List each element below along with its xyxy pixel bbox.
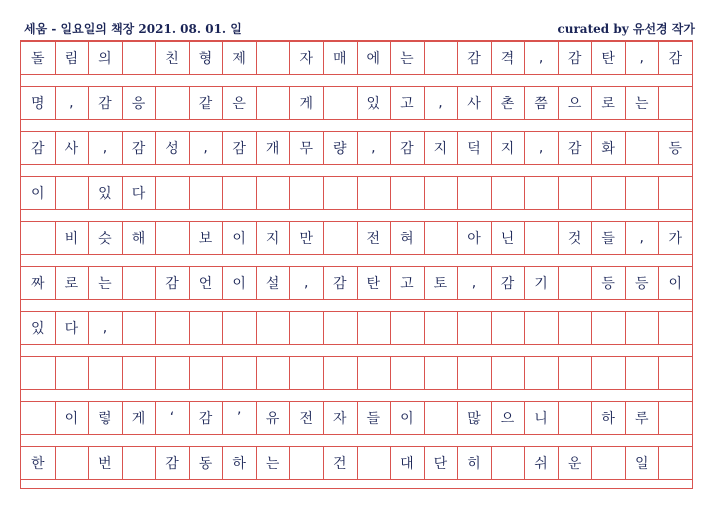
manuscript-cell [591, 446, 625, 479]
grid-line [21, 344, 692, 345]
manuscript-cell [21, 356, 55, 389]
manuscript-cell [357, 311, 391, 344]
manuscript-cell: , [303, 274, 309, 291]
grid-line [21, 164, 692, 165]
manuscript-cell [122, 446, 156, 479]
manuscript-cell [491, 356, 525, 389]
manuscript-cell [625, 356, 659, 389]
manuscript-cell [357, 446, 391, 479]
manuscript-cell: 형 [198, 50, 213, 67]
manuscript-cell: 아 [467, 230, 481, 247]
manuscript-cell [256, 176, 290, 209]
manuscript-cell [491, 311, 525, 344]
manuscript-cell [524, 356, 558, 389]
manuscript-cell [256, 356, 290, 389]
manuscript-cell: 는 [265, 455, 280, 472]
manuscript-cell [625, 176, 659, 209]
manuscript-cell: 사 [64, 140, 79, 157]
manuscript-cell [591, 356, 625, 389]
manuscript-cell: 성 [165, 140, 179, 157]
grid-line [21, 74, 692, 75]
manuscript-cell [122, 266, 156, 299]
manuscript-cell: 짜 [31, 275, 45, 292]
manuscript-cell [323, 86, 357, 119]
manuscript-cell: 개 [265, 140, 280, 157]
header-title: 세움 - 일요일의 책장 2021. 08. 01. 일 [24, 22, 242, 36]
manuscript-cell: 고 [400, 275, 414, 292]
manuscript-cell [55, 446, 89, 479]
manuscript-cell [658, 86, 692, 119]
manuscript-cell [658, 401, 692, 434]
manuscript-cell [155, 86, 189, 119]
manuscript-cell [390, 356, 424, 389]
manuscript-cell: 쯤 [534, 95, 548, 112]
manuscript-cell: , [639, 49, 644, 66]
manuscript-cell: 지 [433, 140, 448, 157]
manuscript-cell: 언 [198, 275, 213, 292]
manuscript-cell: , [203, 139, 208, 156]
manuscript-cell: 가 [668, 230, 683, 247]
manuscript-cell [658, 356, 692, 389]
manuscript-cell [323, 221, 357, 254]
manuscript-cell: 친 [165, 50, 179, 67]
manuscript-cell [558, 176, 592, 209]
grid-line [21, 479, 692, 480]
manuscript-cell: 촌 [500, 95, 515, 112]
manuscript-cell: 한 [31, 455, 45, 472]
manuscript-cell [625, 131, 659, 164]
manuscript-cell: 감 [500, 275, 515, 292]
manuscript-cell [658, 446, 692, 479]
manuscript-cell [155, 176, 189, 209]
grid-line [21, 389, 692, 390]
manuscript-cell: 이 [64, 410, 79, 427]
manuscript-cell: 감 [131, 140, 146, 157]
manuscript-cell [323, 311, 357, 344]
page-header [20, 17, 697, 37]
manuscript-cell: 하 [601, 410, 615, 427]
manuscript-cell: , [639, 229, 644, 246]
manuscript-cell [424, 221, 458, 254]
manuscript-cell: 히 [467, 455, 481, 472]
manuscript-cell: 보 [198, 230, 213, 247]
manuscript-cell: 로 [64, 275, 79, 292]
manuscript-cell: 돌 [31, 50, 45, 67]
manuscript-cell: 건 [332, 455, 347, 472]
manuscript-cell: 있 [366, 95, 381, 112]
manuscript-cell [289, 176, 323, 209]
manuscript-cell: 토 [433, 275, 448, 292]
manuscript-cell: 전 [299, 410, 313, 427]
manuscript-cell: 것 [567, 230, 582, 247]
manuscript-cell [155, 311, 189, 344]
manuscript-cell: 있 [98, 185, 112, 202]
manuscript-cell: 이 [31, 185, 45, 202]
manuscript-cell: 감 [165, 275, 179, 292]
manuscript-cell: 탄 [366, 275, 381, 292]
manuscript-cell: , [538, 139, 544, 156]
manuscript-cell: 들 [366, 410, 381, 427]
manuscript-cell: 렇 [98, 410, 112, 427]
manuscript-cell [55, 176, 89, 209]
manuscript-cell: 감 [232, 140, 246, 157]
manuscript-cell: 자 [299, 50, 313, 67]
manuscript-cell: , [102, 139, 108, 156]
manuscript-cell: 다 [131, 185, 146, 202]
manuscript-cell [88, 356, 122, 389]
grid-line [21, 434, 692, 435]
manuscript-cell: 자 [332, 410, 347, 427]
manuscript-cell: 해 [131, 230, 146, 247]
manuscript-cell [289, 446, 323, 479]
manuscript-cell [256, 86, 290, 119]
grid-line [21, 119, 692, 120]
manuscript-cell [558, 356, 592, 389]
manuscript-cell: 쉬 [534, 455, 548, 472]
manuscript-cell: 유 [265, 410, 280, 427]
manuscript-cell: 은 [232, 95, 246, 112]
manuscript-cell [256, 311, 290, 344]
manuscript-cell: 덕 [467, 140, 481, 157]
manuscript-cell: 운 [567, 455, 582, 472]
manuscript-cell: 에 [366, 50, 381, 67]
manuscript-cell [222, 356, 256, 389]
manuscript-cell: 비 [64, 230, 79, 247]
manuscript-cell [222, 311, 256, 344]
manuscript-cell: 매 [332, 50, 347, 67]
manuscript-cell: 만 [299, 230, 313, 247]
manuscript-cell: 림 [64, 50, 79, 67]
manuscript-cell [155, 356, 189, 389]
manuscript-cell: 감 [198, 410, 213, 427]
manuscript-cell [558, 311, 592, 344]
manuscript-cell: 감 [567, 50, 582, 67]
manuscript-cell: 감 [668, 50, 683, 67]
manuscript-cell [323, 176, 357, 209]
manuscript-cell [591, 176, 625, 209]
manuscript-cell [222, 176, 256, 209]
manuscript-cell: 으 [567, 95, 582, 112]
manuscript-cell: 루 [634, 410, 649, 427]
manuscript-cell: , [438, 94, 443, 111]
manuscript-cell [289, 356, 323, 389]
manuscript-cell: 설 [265, 275, 280, 292]
manuscript-cell: 감 [567, 140, 582, 157]
manuscript-cell: 니 [534, 410, 548, 427]
manuscript-cell [55, 356, 89, 389]
manuscript-cell: ‘ [169, 409, 175, 426]
manuscript-cell: 번 [98, 455, 112, 472]
manuscript-cell: , [371, 139, 376, 156]
manuscript-cell [122, 356, 156, 389]
manuscript-cell: 량 [332, 140, 347, 157]
manuscript-cell: 다 [64, 320, 79, 337]
manuscript-cell [357, 356, 391, 389]
manuscript-cell [256, 41, 290, 74]
manuscript-cell: 감 [332, 275, 347, 292]
manuscript-cell: , [69, 94, 74, 111]
manuscript-cell [591, 311, 625, 344]
manuscript-cell [658, 176, 692, 209]
manuscript-cell [21, 401, 55, 434]
manuscript-cell: 전 [366, 230, 381, 247]
manuscript-cell: , [102, 319, 108, 336]
manuscript-cell [491, 446, 525, 479]
manuscript-cell: 있 [31, 320, 45, 337]
manuscript-cell: 무 [299, 140, 313, 157]
manuscript-cell: 슷 [98, 230, 112, 247]
manuscript-cell [21, 221, 55, 254]
manuscript-cell: 기 [534, 275, 548, 292]
manuscript-cell: 감 [165, 455, 179, 472]
manuscript-cell: 등 [668, 140, 683, 157]
manuscript-cell: 지 [500, 140, 515, 157]
manuscript-cell [122, 311, 156, 344]
manuscript-cell: 이 [400, 410, 414, 427]
manuscript-cell: 이 [232, 275, 246, 292]
manuscript-cell: 많 [467, 410, 481, 427]
manuscript-cell [289, 311, 323, 344]
manuscript-cell: 명 [31, 95, 45, 112]
manuscript-cell: 하 [232, 455, 246, 472]
manuscript-cell: 화 [601, 140, 615, 157]
manuscript-cell [122, 41, 156, 74]
manuscript-cell: 는 [400, 50, 414, 67]
manuscript-cell [323, 356, 357, 389]
manuscript-cell [658, 311, 692, 344]
manuscript-cell: 게 [131, 410, 146, 427]
manuscript-cell [558, 266, 592, 299]
manuscript-cell: 단 [433, 455, 448, 472]
manuscript-cell: 탄 [601, 50, 615, 67]
manuscript-cell: 감 [98, 95, 112, 112]
manuscript-cell [625, 311, 659, 344]
manuscript-cell: 닌 [500, 230, 515, 247]
manuscript-cell: ’ [236, 409, 242, 426]
manuscript-cell: 같 [198, 95, 213, 112]
manuscript-cell [189, 311, 223, 344]
manuscript-cell [189, 176, 223, 209]
manuscript-cell [357, 176, 391, 209]
manuscript-cell: 고 [400, 95, 414, 112]
manuscript-cell: 등 [601, 275, 615, 292]
manuscript-cell [524, 176, 558, 209]
manuscript-cell: 감 [31, 140, 45, 157]
manuscript-cell: 격 [500, 50, 515, 67]
grid-line [21, 209, 692, 210]
grid-line [21, 254, 692, 255]
manuscript-cell [491, 176, 525, 209]
manuscript-cell [424, 41, 458, 74]
manuscript-cell [457, 176, 491, 209]
grid-line [21, 299, 692, 300]
manuscript-cell: 의 [98, 50, 112, 67]
header-credit: curated by 유선경 작가 [557, 22, 695, 36]
manuscript-paper [20, 40, 693, 489]
manuscript-cell: 혀 [400, 230, 414, 247]
manuscript-cell: 지 [265, 230, 280, 247]
manuscript-cell: 동 [198, 455, 213, 472]
manuscript-cell [424, 401, 458, 434]
manuscript-cell [457, 311, 491, 344]
manuscript-cell: 감 [400, 140, 414, 157]
manuscript-cell: 사 [467, 95, 481, 112]
manuscript-cell [457, 356, 491, 389]
manuscript-cell: , [538, 49, 544, 66]
manuscript-cell: 이 [232, 230, 246, 247]
manuscript-cell: 는 [634, 95, 649, 112]
manuscript-cell [424, 176, 458, 209]
manuscript-cell: 일 [634, 455, 649, 472]
manuscript-cell: 응 [131, 95, 146, 112]
manuscript-cell [390, 176, 424, 209]
manuscript-cell: 이 [668, 275, 683, 292]
manuscript-cell: 제 [232, 50, 246, 67]
manuscript-cell: , [471, 274, 477, 291]
manuscript-cell [189, 356, 223, 389]
manuscript-cell [390, 311, 424, 344]
manuscript-cell: 대 [400, 455, 414, 472]
manuscript-cell: 감 [467, 50, 481, 67]
manuscript-cell [424, 356, 458, 389]
manuscript-cell: 로 [601, 95, 615, 112]
manuscript-cell: 으 [500, 410, 515, 427]
manuscript-cell [424, 311, 458, 344]
manuscript-cell [155, 221, 189, 254]
manuscript-cell [524, 221, 558, 254]
manuscript-cell: 는 [98, 275, 112, 292]
manuscript-cell: 등 [634, 275, 649, 292]
manuscript-cell [524, 311, 558, 344]
manuscript-cell: 게 [299, 95, 313, 112]
manuscript-cell [558, 401, 592, 434]
manuscript-cell: 들 [601, 230, 615, 247]
